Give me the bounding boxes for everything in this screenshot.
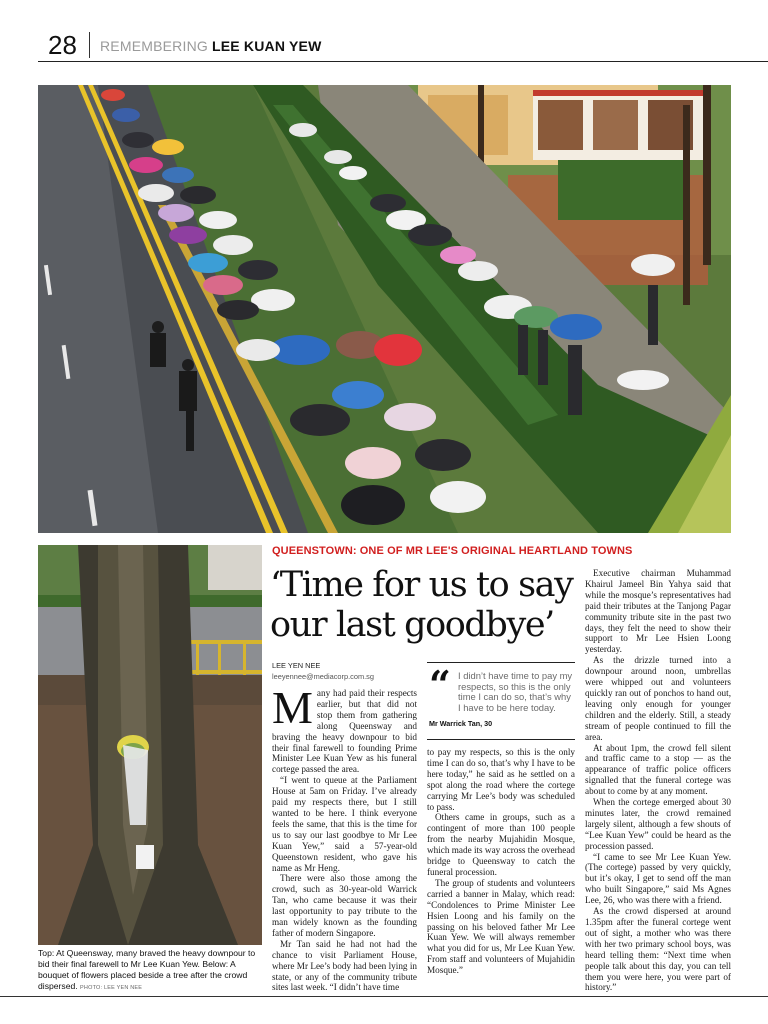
article-column-2 (427, 747, 575, 976)
byline-name: LEE YEN NEE (272, 661, 321, 670)
footer-rule (0, 996, 768, 997)
pull-quote-source: Mr Warrick Tan, 30 (429, 719, 493, 728)
article-paragraph: “I went to queue at the Parliament House at 5am on Friday. I’ve already paid my respects there, but I still wanted to be here. I think everyone feels the same, that this is the time for us to say our last goodbye to Mr Lee Kuan Yew,” said a 57-year-old Queenstown resident, who gave his name as Mr Heng. (272, 775, 417, 873)
header-rule (38, 61, 768, 62)
article-column-3 (585, 568, 731, 993)
article-paragraph (272, 682, 417, 775)
article-paragraph: There were also those among the crowd, such as 30-year-old Warrick Tan, who came because it was their last opportunity to pay tribute to the man widely known as the founding father of modern Singapore. (272, 873, 417, 938)
article-paragraph: The group of students and volunteers carried a banner in Malay, which read: “Condolences to Prime Minister Lee Hsien Loong and his family on the passing on his beloved father Mr Lee Kuan Yew. We will always remember what you did for us, Mr Lee Kuan Yew. From staff and volunteers of Mujahidin Mosque.” (427, 877, 575, 976)
quote-mark-icon: “ (429, 662, 451, 707)
photo-credit: PHOTO: LEE YEN NEE (80, 985, 143, 991)
drop-cap: M (272, 682, 313, 733)
header-divider (89, 32, 90, 58)
lead-paragraph-text: any had paid their respects earlier, but that did not stop them from gathering along Queensway and braving the heavy downpour to bid their final farewell to founding Prime Minister Lee Kuan Yew as his funeral cortege passed the area. (272, 688, 417, 775)
article-paragraph: Executive chairman Muhammad Khairul Jameel Bin Yahya said that while the mosque’s representatives had paid their tributes at the Tanjong Pagar community tribute site in the past two days, they felt the need to show their support to Mr Lee Hsien Loong yesterday. (585, 568, 731, 655)
section-title-bold: LEE KUAN YEW (212, 38, 322, 54)
article-column-1 (272, 682, 417, 993)
pull-quote-text: I didn’t have time to pay my respects, so this is the only time I can do so, that’s why I have to be here today. (458, 670, 573, 713)
section-title-light: REMEMBERING (100, 38, 208, 54)
section-title (100, 36, 322, 56)
article-kicker: QUEENSTOWN: ONE OF MR LEE'S ORIGINAL HEARTLAND TOWNS (272, 545, 633, 557)
bouquet-photo-image (38, 545, 262, 945)
bouquet-photo (38, 545, 262, 945)
article-paragraph: As the drizzle turned into a downpour around noon, umbrellas were whipped out and volunteers quickly ran out of ponchos to hand out, leaving only enough for younger children and the elderly. Still, a steady stream of people continued to fill the area. (585, 655, 731, 742)
crowd-photo-image (38, 85, 731, 533)
article-paragraph: to pay my respects, so this is the only time I can do so, that’s why I have to be here today,” he said as he settled on a spot along the road where the cortege carrying Mr Lee’s body was scheduled to pass. (427, 747, 575, 812)
byline (272, 660, 374, 682)
photo-caption (38, 948, 262, 994)
article-paragraph: At about 1pm, the crowd fell silent and traffic came to a stop — as the appearance of traffic police officers signalled that the funeral cortege was about to come by at any moment. (585, 742, 731, 797)
article-paragraph: Mr Tan said he had not had the chance to visit Parliament House, where Mr Lee’s body had been lying in state, or any of the community tribute sites last week. “I didn’t have time (272, 938, 417, 993)
crowd-photo (38, 85, 731, 533)
article-paragraph: As the crowd dispersed at around 1.35pm after the funeral cortege went out of sight, a mother who was there with her two primary school boys, was heard telling them: “Next time when people talk about this day, you can tell them you were here, you were part of history.” (585, 906, 731, 993)
caption-text: Top: At Queensway, many braved the heavy downpour to bid their final farewell to Mr Lee Kuan Yew. Below: A bouquet of flowers placed beside a tree after the crowd dispersed. (38, 948, 256, 991)
page-number: 28 (48, 30, 77, 60)
article-paragraph: Others came in groups, such as a contingent of more than 100 people from the nearby Mujahidin Mosque, which made its way across the overhead bridge to Queensway to catch the funeral procession. (427, 812, 575, 877)
article-paragraph: “I came to see Mr Lee Kuan Yew. (The cortege) passed by very quickly, but it’s okay, I get to send off the man who built Singapore,” said Ms Agnes Lee, 26, who was there with a friend. (585, 851, 731, 906)
article-paragraph: When the cortege emerged about 30 minutes later, the crowd remained largely silent, although a few shouts of “Lee Kuan Yew” could be heard as the procession passed. (585, 797, 731, 851)
article-headline: ‘Time for us to say our last goodbye’ (270, 565, 573, 645)
byline-email[interactable]: leeyennee@mediacorp.com.sg (272, 672, 374, 681)
page-header (38, 30, 768, 64)
pull-quote (427, 662, 575, 740)
